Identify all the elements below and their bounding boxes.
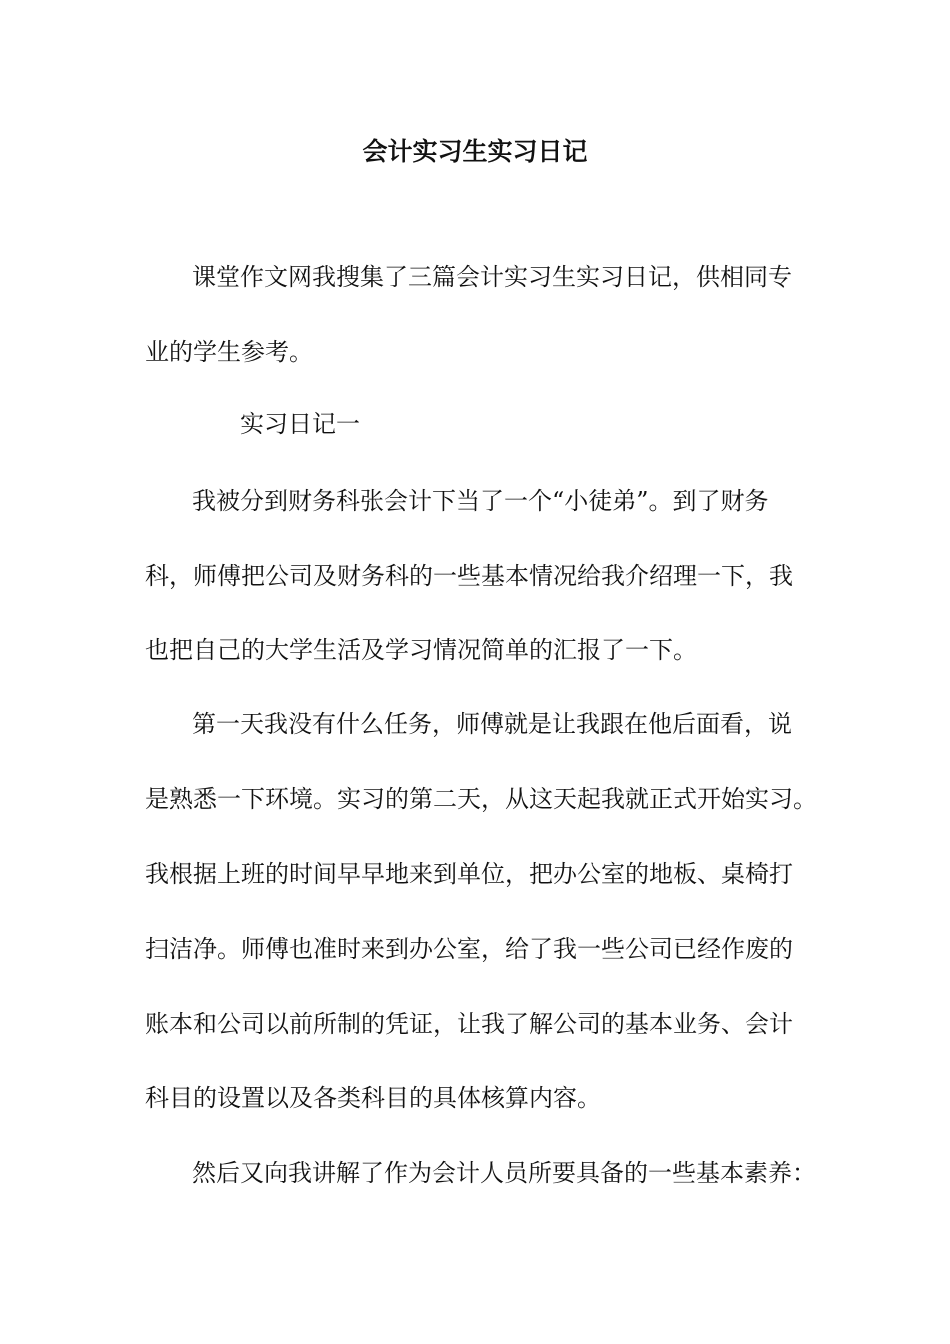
paragraph-line: 账本和公司以前所制的凭证，让我了解公司的基本业务、会计 — [145, 1010, 793, 1038]
page-title: 会计实习生实习日记 — [362, 137, 588, 166]
paragraph-line: 科目的设置以及各类科目的具体核算内容。 — [145, 1084, 601, 1112]
paragraph-line: 然后又向我讲解了作为会计人员所要具备的一些基本素养： — [192, 1159, 816, 1187]
paragraph-line: 也把自己的大学生活及学习情况简单的汇报了一下。 — [145, 636, 697, 664]
paragraph-line: 业的学生参考。 — [145, 338, 313, 366]
paragraph-line: 我被分到财务科张会计下当了一个“小徒弟”。到了财务 — [192, 487, 769, 515]
paragraph-line: 科，师傅把公司及财务科的一些基本情况给我介绍理一下，我 — [145, 562, 793, 590]
paragraph-line: 我根据上班的时间早早地来到单位，把办公室的地板、桌椅打 — [145, 860, 793, 888]
paragraph-line: 扫洁净。师傅也准时来到办公室，给了我一些公司已经作废的 — [145, 935, 793, 963]
section-heading: 实习日记一 — [240, 410, 360, 438]
paragraph-line: 课堂作文网我搜集了三篇会计实习生实习日记，供相同专 — [192, 263, 792, 291]
paragraph-line: 第一天我没有什么任务，师傅就是让我跟在他后面看，说 — [192, 710, 792, 738]
paragraph-line: 是熟悉一下环境。实习的第二天，从这天起我就正式开始实习。 — [145, 785, 817, 813]
